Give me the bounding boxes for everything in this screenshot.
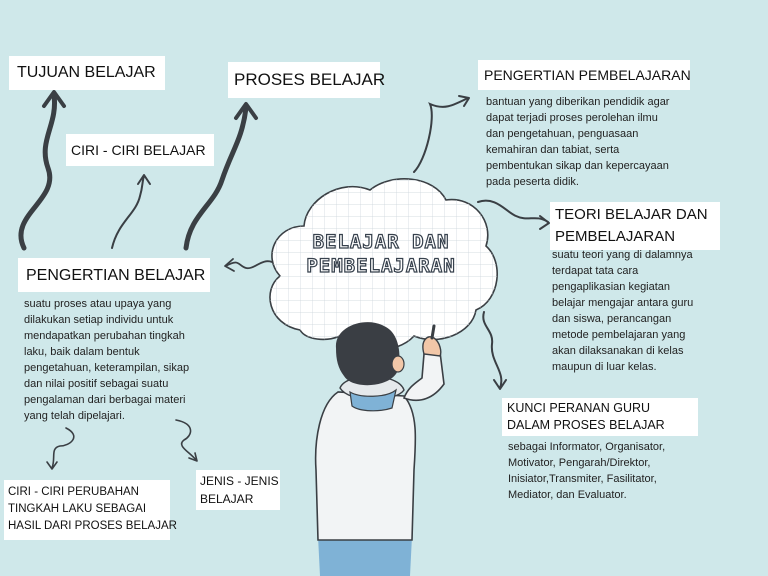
text-line: bantuan yang diberikan pendidik agar	[486, 96, 670, 108]
ciri-title: CIRI - CIRI BELAJAR	[71, 142, 206, 158]
teori-text	[552, 247, 752, 375]
text-line: dan siswa, perancangan	[552, 313, 672, 325]
kunci-text	[508, 439, 708, 503]
text-line: terdapat tata cara	[552, 265, 639, 277]
text-line: dan nilai positif sebagai suatu	[24, 378, 169, 390]
tujuan-box	[9, 56, 165, 90]
text-line: sebagai Informator, Organisator,	[508, 441, 666, 453]
arrow-to-pengertian-belajar	[225, 259, 272, 271]
text-line: belajar mengajar antara guru	[552, 297, 694, 309]
text-line: HASIL DARI PROSES BELAJAR	[8, 520, 177, 532]
text-line: mendapatkan perubahan tingkah	[24, 330, 185, 342]
proses-title: PROSES BELAJAR	[234, 70, 386, 89]
pengertian-pembelajaran-title: PENGERTIAN PEMBELAJARAN	[484, 67, 691, 83]
text-line: dapat terjadi proses perolehan ilmu	[486, 112, 658, 124]
center-title	[276, 230, 486, 278]
text-line: akan dilaksanakan di kelas	[552, 345, 684, 357]
center-title-line1: BELAJAR DAN	[312, 231, 450, 253]
arrow-to-ciri-perubahan	[47, 428, 74, 469]
text-line: pengetahuan, keterampilan, sikap	[24, 362, 190, 374]
ciri-perubahan-text	[8, 484, 177, 535]
text-line: TINGKAH LAKU SEBAGAI	[8, 503, 147, 515]
text-line: Motivator, Pengarah/Direktor,	[508, 457, 651, 469]
teori-title-line2: PEMBELAJARAN	[555, 228, 676, 245]
proses-box	[228, 62, 386, 98]
center-title-line2: PEMBELAJARAN	[306, 255, 456, 277]
teori-title	[555, 204, 708, 248]
arrow-to-ciri	[112, 175, 150, 248]
text-line: Mediator, dan Evaluator.	[508, 489, 627, 501]
arrow-to-proses	[186, 104, 256, 248]
ciri-box	[66, 134, 214, 166]
teori-title-line1: TEORI BELAJAR DAN	[555, 206, 708, 223]
tujuan-title: TUJUAN BELAJAR	[17, 64, 156, 81]
text-line: JENIS - JENIS	[200, 474, 279, 488]
text-line: maupun di luar kelas.	[552, 361, 657, 373]
kunci-title-line1: KUNCI PERANAN GURU	[507, 401, 651, 415]
text-line: BELAJAR	[200, 492, 254, 506]
text-line: dilakukan setiap individu untuk	[24, 314, 174, 326]
text-line: pembentukan sikap dan kepercayaan	[486, 160, 669, 172]
text-line: pengaplikasian kegiatan	[552, 281, 671, 293]
text-line: Inisiator,Transmiter, Fasilitator,	[508, 473, 657, 485]
arrow-to-jenis	[176, 420, 197, 461]
arrow-to-pengertian-pembelajaran	[414, 96, 469, 172]
pengertian-pembelajaran-text	[486, 94, 706, 190]
pengertian-belajar-title: PENGERTIAN BELAJAR	[26, 267, 206, 284]
kunci-title-line2: DALAM PROSES BELAJAR	[507, 418, 665, 432]
teori-box	[550, 202, 720, 250]
kunci-box	[502, 398, 698, 436]
arrow-to-tujuan	[21, 92, 64, 248]
text-line: kemahiran dan tabiat, serta	[486, 144, 620, 156]
pengertian-belajar-box	[18, 258, 210, 292]
jenis-box	[196, 470, 280, 510]
arrow-to-kunci	[483, 312, 506, 389]
text-line: pada peserta didik.	[486, 176, 579, 188]
text-line: metode pembelajaran yang	[552, 329, 686, 341]
pengertian-pembelajaran-box	[478, 60, 690, 90]
text-line: CIRI - CIRI PERUBAHAN	[8, 486, 139, 498]
person-illustration	[316, 322, 444, 576]
text-line: suatu proses atau upaya yang	[24, 298, 172, 310]
jenis-text	[200, 472, 279, 508]
ciri-perubahan-box	[4, 480, 177, 540]
text-line: laku, baik dalam bentuk	[24, 346, 140, 358]
text-line: pengalaman dari berbagai materi	[24, 394, 186, 406]
arrow-to-teori	[478, 201, 549, 229]
text-line: suatu teori yang di dalamnya	[552, 249, 693, 261]
pengertian-belajar-text	[24, 296, 214, 424]
text-line: dan pengetahuan, penguasaan	[486, 128, 639, 140]
text-line: yang telah dipelajari.	[24, 410, 125, 422]
kunci-title	[507, 400, 665, 434]
